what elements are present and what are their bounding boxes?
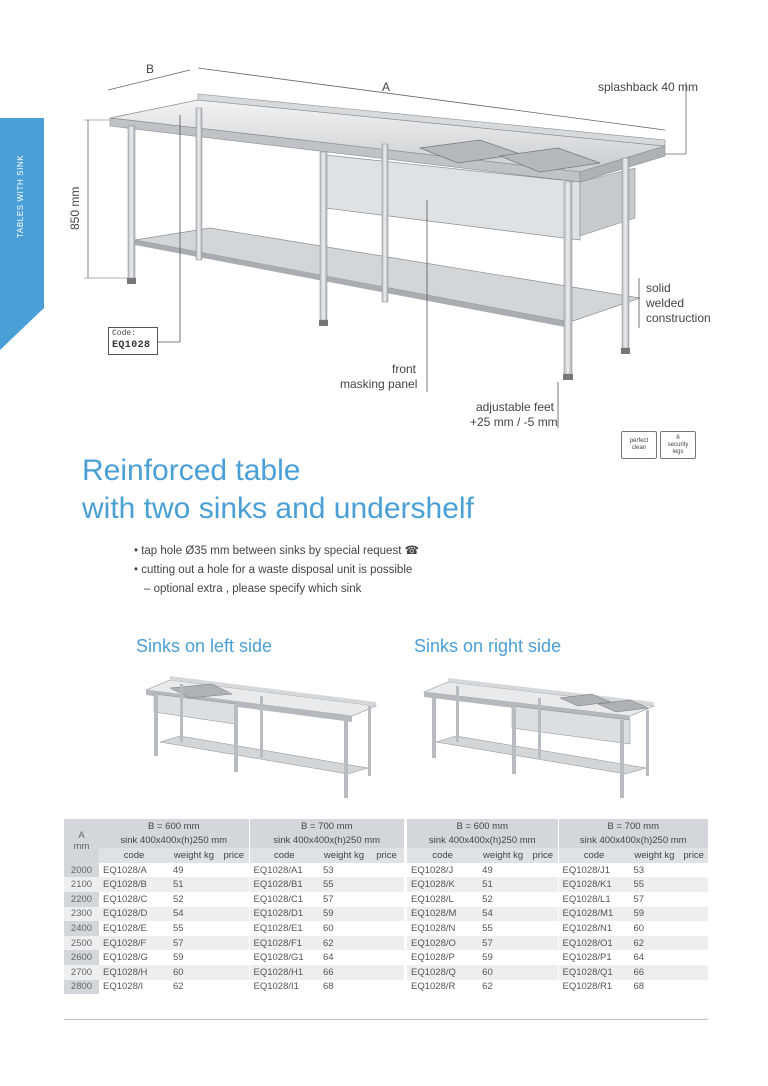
code-value: EQ1028 bbox=[112, 340, 151, 351]
weight-cell: 49 bbox=[482, 864, 493, 876]
code-header: code bbox=[99, 848, 169, 863]
sink-header: sink 400x400x(h)250 mm bbox=[407, 834, 558, 849]
price-cell bbox=[219, 877, 249, 892]
table-row bbox=[407, 965, 708, 980]
table-row bbox=[407, 980, 708, 995]
length-cell: 2300 bbox=[64, 907, 99, 922]
length-cell: 2700 bbox=[64, 965, 99, 980]
weight-cell: 57 bbox=[478, 936, 528, 951]
table-row bbox=[64, 965, 404, 980]
price-cell bbox=[219, 936, 249, 951]
code-cell: EQ1028/P1 bbox=[558, 950, 629, 965]
weight-header: weight kg bbox=[169, 848, 219, 863]
weight-cell: 68 bbox=[633, 981, 645, 993]
code-cell: EQ1028/L1 bbox=[558, 892, 629, 907]
table-row bbox=[407, 950, 708, 965]
weight-cell: 51 bbox=[478, 877, 528, 892]
solid-welded-label: solid welded construction bbox=[646, 281, 711, 325]
price-cell bbox=[219, 892, 249, 907]
price-cell bbox=[679, 950, 708, 965]
price-cell bbox=[679, 965, 708, 980]
front-masking-panel-label: front masking panel bbox=[340, 362, 418, 391]
weight-cell: 68 bbox=[323, 981, 334, 993]
weight-cell: 55 bbox=[319, 877, 369, 892]
length-cell: 2200 bbox=[64, 892, 99, 907]
price-header: price bbox=[369, 848, 404, 863]
length-cell: 2100 bbox=[64, 877, 99, 892]
dimension-height-label: 850 mm bbox=[68, 186, 82, 230]
code-cell: EQ1028/B1 bbox=[249, 877, 319, 892]
side-tab bbox=[0, 118, 44, 350]
table-row bbox=[64, 936, 404, 951]
spec-table-left bbox=[64, 819, 404, 994]
dimension-b-label: B bbox=[146, 62, 155, 76]
weight-cell: 64 bbox=[323, 952, 334, 964]
price-cell bbox=[369, 907, 404, 922]
weight-cell: 60 bbox=[478, 965, 528, 980]
weight-cell: 62 bbox=[629, 936, 679, 951]
sink-header: sink 400x400x(h)250 mm bbox=[249, 834, 404, 849]
code-cell: EQ1028/R bbox=[411, 981, 456, 993]
price-cell bbox=[219, 907, 249, 922]
code-header: code bbox=[558, 848, 629, 863]
code-cell: EQ1028/O1 bbox=[558, 936, 629, 951]
code-cell: EQ1028/Q bbox=[407, 965, 478, 980]
perfect-clean-badge: perfect clean bbox=[621, 431, 657, 459]
price-cell bbox=[528, 921, 558, 936]
table-row bbox=[64, 980, 404, 995]
code-cell: EQ1028/K1 bbox=[558, 877, 629, 892]
price-cell bbox=[369, 965, 404, 980]
code-cell: EQ1028/O bbox=[407, 936, 478, 951]
code-cell: EQ1028/N bbox=[411, 922, 456, 934]
code-cell: EQ1028/A1 bbox=[249, 863, 319, 878]
price-cell bbox=[369, 936, 404, 951]
weight-cell: 54 bbox=[478, 907, 528, 922]
table-row bbox=[407, 863, 708, 878]
weight-cell: 62 bbox=[319, 936, 369, 951]
code-cell: EQ1028/Q1 bbox=[558, 965, 629, 980]
price-header: price bbox=[528, 848, 558, 863]
table-row bbox=[64, 907, 404, 922]
weight-cell: 55 bbox=[629, 877, 679, 892]
weight-cell: 59 bbox=[629, 907, 679, 922]
weight-cell: 62 bbox=[482, 981, 493, 993]
spec-table-right bbox=[407, 819, 708, 994]
weight-cell: 54 bbox=[169, 907, 219, 922]
code-cell: EQ1028/M1 bbox=[558, 907, 629, 922]
price-cell bbox=[219, 980, 249, 995]
code-cell: EQ1028/G bbox=[103, 952, 148, 964]
price-cell bbox=[219, 965, 249, 980]
weight-cell: 51 bbox=[169, 877, 219, 892]
product-code-box bbox=[108, 327, 158, 355]
weight-cell: 59 bbox=[173, 952, 184, 964]
length-cell: 2500 bbox=[64, 936, 99, 951]
code-cell: EQ1028/F1 bbox=[249, 936, 319, 951]
price-cell bbox=[528, 863, 558, 878]
sink-header: sink 400x400x(h)250 mm bbox=[558, 834, 708, 849]
code-cell: EQ1028/I1 bbox=[249, 980, 319, 995]
price-cell bbox=[528, 892, 558, 907]
weight-cell: 62 bbox=[173, 981, 184, 993]
weight-cell: 55 bbox=[173, 922, 184, 934]
bullet-item: • cutting out a hole for a waste disposal unit is possible bbox=[134, 564, 413, 576]
price-cell bbox=[679, 877, 708, 892]
feature-bullets bbox=[134, 542, 419, 599]
code-cell: EQ1028/N1 bbox=[558, 921, 629, 936]
price-cell bbox=[679, 892, 708, 907]
price-cell bbox=[679, 863, 708, 878]
table-row bbox=[64, 892, 404, 907]
price-cell bbox=[219, 863, 249, 878]
sinks-right-photo bbox=[420, 676, 660, 802]
a-header: A mm bbox=[64, 819, 99, 863]
code-cell: EQ1028/L bbox=[411, 893, 454, 905]
weight-cell: 52 bbox=[482, 893, 493, 905]
price-cell bbox=[528, 877, 558, 892]
code-cell: EQ1028/D bbox=[99, 907, 169, 922]
weight-cell: 57 bbox=[323, 893, 334, 905]
weight-header: weight kg bbox=[319, 848, 369, 863]
code-cell: EQ1028/K bbox=[407, 877, 478, 892]
code-cell: EQ1028/B bbox=[99, 877, 169, 892]
price-cell bbox=[369, 877, 404, 892]
code-cell: EQ1028/C bbox=[103, 893, 148, 905]
price-cell bbox=[369, 950, 404, 965]
bullet-item: • tap hole Ø35 mm between sinks by special request ☎ bbox=[134, 545, 419, 557]
code-cell: EQ1028/C1 bbox=[249, 892, 319, 907]
price-cell bbox=[679, 980, 708, 995]
code-cell: EQ1028/A bbox=[103, 864, 147, 876]
weight-cell: 53 bbox=[633, 864, 645, 876]
price-header: price bbox=[219, 848, 249, 863]
weight-cell: 66 bbox=[629, 965, 679, 980]
page-title: Reinforced table with two sinks and undershelf bbox=[82, 454, 474, 525]
price-header: price bbox=[679, 848, 708, 863]
weight-cell: 60 bbox=[169, 965, 219, 980]
code-label: Code: bbox=[112, 329, 137, 338]
weight-cell: 53 bbox=[323, 864, 334, 876]
weight-cell: 59 bbox=[482, 952, 493, 964]
b700-header: B = 700 mm bbox=[558, 819, 708, 834]
bullet-item: – optional extra , please specify which sink bbox=[144, 583, 362, 595]
price-cell bbox=[528, 936, 558, 951]
price-cell bbox=[369, 921, 404, 936]
price-cell bbox=[369, 892, 404, 907]
table-row bbox=[407, 892, 708, 907]
price-cell bbox=[369, 980, 404, 995]
sinks-left-photo bbox=[140, 672, 380, 802]
weight-cell: 60 bbox=[323, 922, 334, 934]
table-row bbox=[64, 863, 404, 878]
side-tab-label: TABLES WITH SINK bbox=[16, 154, 25, 238]
code-header: code bbox=[249, 848, 319, 863]
sink-header: sink 400x400x(h)250 mm bbox=[99, 834, 249, 849]
table-row bbox=[64, 950, 404, 965]
table-row bbox=[407, 907, 708, 922]
code-cell: EQ1028/E bbox=[103, 922, 147, 934]
weight-cell: 49 bbox=[173, 864, 184, 876]
dimension-a-label: A bbox=[382, 80, 391, 94]
code-cell: EQ1028/R1 bbox=[558, 980, 629, 995]
weight-cell: 52 bbox=[173, 893, 184, 905]
price-cell bbox=[219, 921, 249, 936]
price-cell bbox=[528, 965, 558, 980]
table-row bbox=[64, 877, 404, 892]
weight-cell: 59 bbox=[319, 907, 369, 922]
table-row bbox=[64, 921, 404, 936]
length-cell: 2000 bbox=[64, 863, 99, 878]
code-cell: EQ1028/M bbox=[407, 907, 478, 922]
splashback-label: splashback 40 mm bbox=[598, 80, 699, 94]
code-cell: EQ1028/H1 bbox=[249, 965, 319, 980]
price-cell bbox=[219, 950, 249, 965]
price-cell bbox=[679, 921, 708, 936]
weight-cell: 57 bbox=[633, 893, 645, 905]
price-cell bbox=[528, 950, 558, 965]
b600-header: B = 600 mm bbox=[407, 819, 558, 834]
weight-cell: 64 bbox=[633, 952, 645, 964]
code-cell: EQ1028/J bbox=[411, 864, 454, 876]
weight-cell: 57 bbox=[169, 936, 219, 951]
code-cell: EQ1028/H bbox=[99, 965, 169, 980]
weight-cell: 66 bbox=[319, 965, 369, 980]
price-cell bbox=[679, 907, 708, 922]
weight-cell: 60 bbox=[633, 922, 645, 934]
security-legs-badge: 6 security legs bbox=[660, 431, 696, 459]
code-cell: EQ1028/E1 bbox=[249, 921, 319, 936]
length-cell: 2600 bbox=[64, 950, 99, 965]
table-bottom-rule bbox=[64, 1019, 708, 1020]
price-cell bbox=[528, 980, 558, 995]
weight-header: weight kg bbox=[478, 848, 528, 863]
table-row bbox=[407, 936, 708, 951]
b700-header: B = 700 mm bbox=[249, 819, 404, 834]
code-cell: EQ1028/D1 bbox=[249, 907, 319, 922]
price-cell bbox=[679, 936, 708, 951]
price-cell bbox=[369, 863, 404, 878]
code-cell: EQ1028/I bbox=[103, 981, 144, 993]
sinks-left-heading: Sinks on left side bbox=[136, 636, 273, 656]
code-cell: EQ1028/P bbox=[411, 952, 455, 964]
code-cell: EQ1028/G1 bbox=[249, 950, 319, 965]
code-header: code bbox=[407, 848, 478, 863]
code-cell: EQ1028/J1 bbox=[558, 863, 629, 878]
weight-header: weight kg bbox=[629, 848, 679, 863]
table-row bbox=[407, 877, 708, 892]
length-cell: 2800 bbox=[64, 980, 99, 995]
code-cell: EQ1028/F bbox=[99, 936, 169, 951]
b600-header: B = 600 mm bbox=[99, 819, 249, 834]
length-cell: 2400 bbox=[64, 921, 99, 936]
adjustable-feet-label: adjustable feet +25 mm / -5 mm bbox=[470, 400, 558, 429]
sinks-right-heading: Sinks on right side bbox=[414, 636, 562, 656]
price-cell bbox=[528, 907, 558, 922]
weight-cell: 55 bbox=[482, 922, 493, 934]
table-row bbox=[407, 921, 708, 936]
